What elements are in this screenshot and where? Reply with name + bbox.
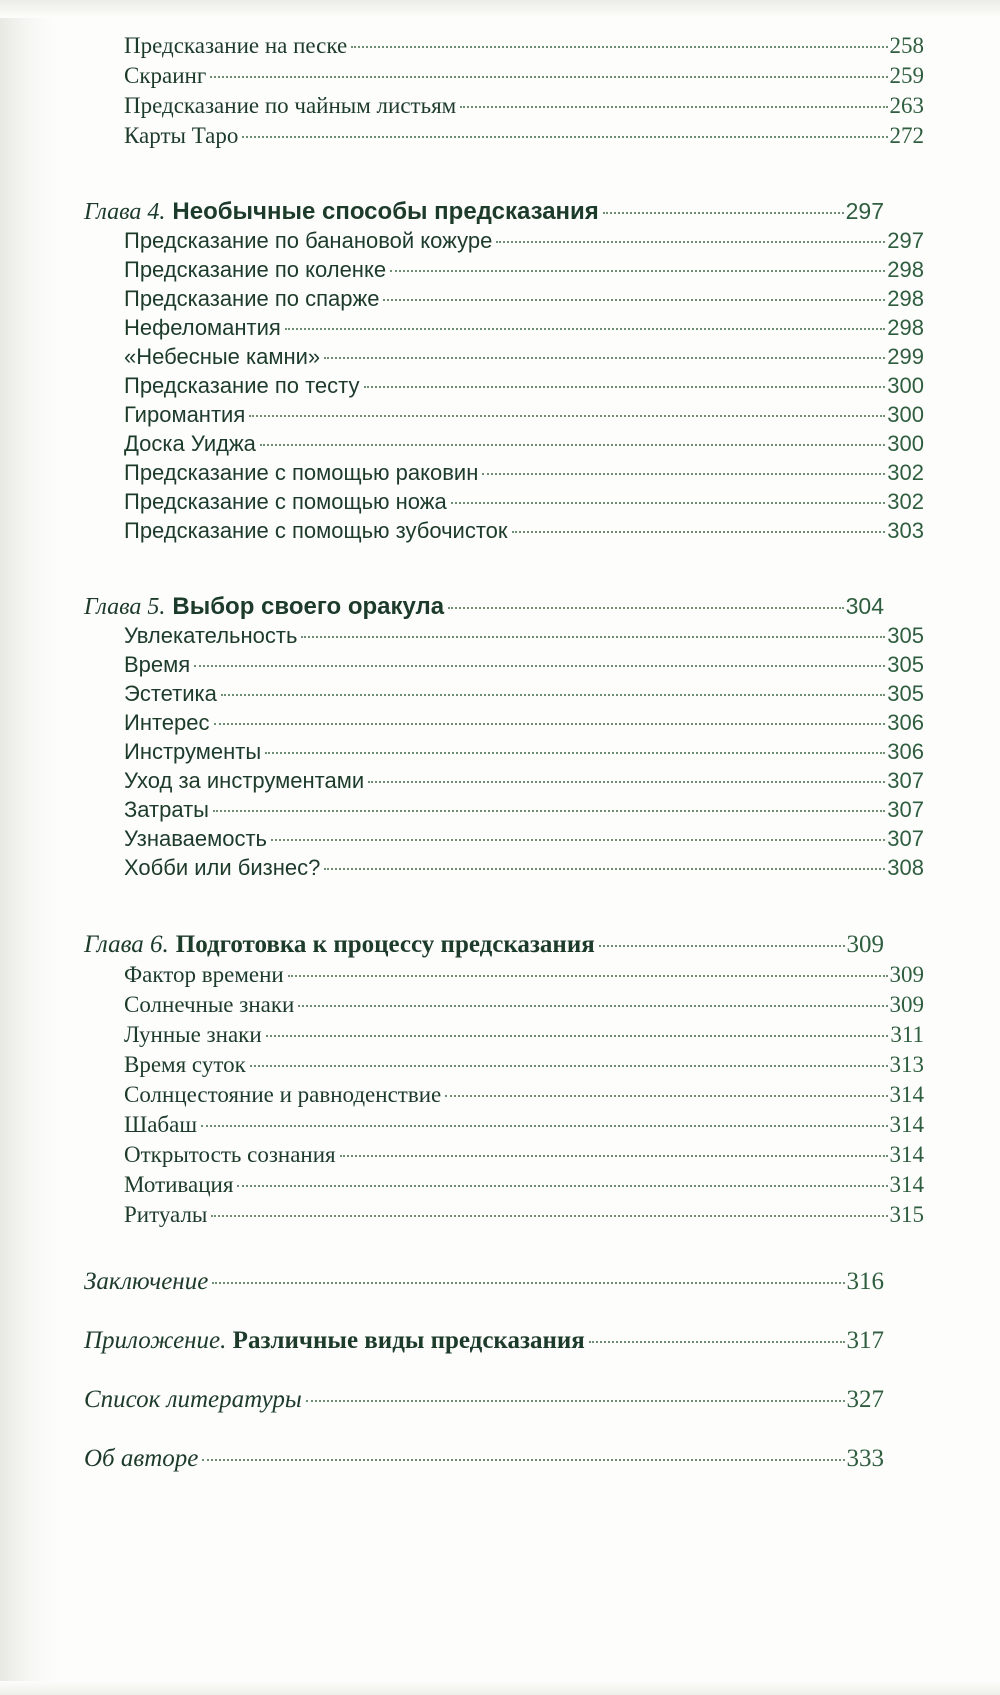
leader-dots [496,241,885,243]
toc-entry-label: Затраты [124,797,209,822]
toc-entry-page: 302 [887,460,924,485]
leader-dots [364,386,886,388]
toc-entry-page: 308 [887,855,924,880]
toc-entry-page: 258 [889,33,924,58]
toc-entry-label: Узнаваемость [124,826,268,851]
toc-entry-label: Инструменты [124,739,262,764]
toc-entry-label: Карты Таро [124,123,239,148]
toc-entry-page: 298 [887,315,924,340]
toc-entry-page: 297 [887,228,924,253]
toc-entry-label: Увлекательность [124,623,298,648]
leader-dots [201,1125,887,1127]
toc-entry-label: Нефеломантия [124,315,281,340]
leader-dots [212,1282,844,1284]
leader-dots [266,1035,889,1037]
toc-backmatter-entry[interactable] [84,1318,884,1361]
page-edge-shadow-bottom [0,1681,1000,1695]
toc-entry-page: 300 [887,431,924,456]
toc-chapter-heading[interactable] [84,926,884,959]
toc-entry[interactable] [84,60,924,90]
toc-entry[interactable] [84,371,924,400]
leader-dots [451,502,886,504]
toc-entry[interactable] [84,313,924,342]
leader-dots [213,810,885,812]
toc-entry[interactable] [84,516,924,545]
toc-backmatter-entry[interactable] [84,1377,884,1420]
chapter-number: Глава 5. [84,594,166,620]
toc-entry-label: Открытость сознания [124,1142,336,1167]
toc-entry[interactable] [84,255,924,284]
toc-entry-page: 314 [889,1142,924,1167]
toc-entry[interactable] [84,1169,924,1199]
leader-dots [250,1065,888,1067]
leader-dots [265,752,885,754]
leader-dots [194,665,885,667]
toc-entry-label: Предсказание на песке [124,33,348,58]
leader-dots [368,781,885,783]
toc-entry-page: 314 [889,1112,924,1137]
toc-entry-page: 307 [887,826,924,851]
toc-entry-page: 300 [887,373,924,398]
toc-entry-label: Время суток [124,1052,246,1077]
backmatter-label: Об авторе [84,1445,199,1472]
leader-dots [324,868,885,870]
leader-dots [482,473,885,475]
toc-entry-label: Шабаш [124,1112,198,1137]
leader-dots [589,1341,845,1343]
toc-entry-page: 315 [889,1202,924,1227]
backmatter-page: 317 [846,1327,884,1354]
backmatter-page: 333 [846,1445,884,1472]
toc-entry[interactable] [84,650,924,679]
leader-dots [214,723,886,725]
leader-dots [298,1005,887,1007]
toc-entry-page: 298 [887,286,924,311]
chapter-page: 304 [845,593,884,619]
toc-entry[interactable] [84,1019,924,1049]
toc-entry-page: 305 [887,652,924,677]
chapter-page: 309 [846,931,884,958]
toc-entry[interactable] [84,795,924,824]
backmatter-label [84,1328,585,1353]
toc-entry-label: Предсказание с помощью ножа [124,489,447,514]
backmatter-page: 316 [846,1268,884,1295]
toc-entry[interactable] [84,766,924,795]
chapter-number: Глава 6. [84,931,169,958]
backmatter-label: Заключение [84,1268,209,1295]
toc-entry-label: Предсказание с помощью зубочисток [124,518,508,543]
leader-dots [445,1095,887,1097]
toc-entry-label: Гиромантия [124,402,246,427]
toc-entry-label: Солнцестояние и равноденствие [124,1082,442,1107]
toc-entry-label: Предсказание по банановой кожуре [124,228,493,253]
toc-entry[interactable] [84,30,924,60]
section-spacer [84,150,884,194]
leader-dots [460,106,887,108]
toc-entry[interactable] [84,400,924,429]
chapter-title: Подготовка к процессу предсказания [175,931,595,958]
toc-entry-label: Предсказание по чайным листьям [124,93,457,118]
toc-entry-page: 306 [887,710,924,735]
toc-entry-page: 272 [889,123,924,148]
toc-entry-label: Предсказание по тесту [124,373,360,398]
toc-entry-label: Лунные знаки [124,1022,262,1047]
toc-entry-label: Фактор времени [124,962,284,987]
leader-dots [324,357,885,359]
toc-entry[interactable] [84,679,924,708]
toc-entry[interactable] [84,1079,924,1109]
backmatter-page: 327 [846,1386,884,1413]
toc-entry-label: «Небесные камни» [124,344,321,369]
toc-entry-page: 305 [887,681,924,706]
chapter-page: 297 [845,198,884,224]
toc-entry-label: Солнечные знаки [124,992,295,1017]
leader-dots [285,328,885,330]
leader-dots [202,1459,844,1461]
page-edge-shadow-left [0,0,56,1695]
leader-dots [351,46,887,48]
toc-entry[interactable] [84,1109,924,1139]
leader-dots [390,270,885,272]
toc-entry-page: 306 [887,739,924,764]
toc-entry-label: Мотивация [124,1172,234,1197]
leader-dots [448,607,843,609]
leader-dots [383,299,885,301]
backmatter-label-bold: Различные виды предсказания [232,1327,585,1354]
leader-dots [211,1215,887,1217]
toc-entry-label: Интерес [124,710,210,735]
toc-entry-page: 259 [889,63,924,88]
toc-entry-label: Время [124,652,191,677]
toc-entry-label: Предсказание с помощью раковин [124,460,479,485]
toc-entry-page: 314 [889,1082,924,1107]
toc-entry-page: 305 [887,623,924,648]
toc-entry[interactable] [84,487,924,516]
row-spacer [84,1420,884,1436]
leader-dots [271,839,885,841]
toc-entry-label: Хобби или бизнес? [124,855,321,880]
leader-dots [221,694,885,696]
leader-dots [512,531,886,533]
toc-entry-page: 300 [887,402,924,427]
toc-entry[interactable] [84,989,924,1019]
toc-entry[interactable] [84,708,924,737]
toc-entry[interactable] [84,824,924,853]
toc-entry[interactable] [84,226,924,255]
toc-entry-page: 309 [889,992,924,1017]
toc-entry[interactable] [84,737,924,766]
toc-entry-page: 309 [889,962,924,987]
toc-entry[interactable] [84,120,924,150]
leader-dots [599,945,845,947]
row-spacer [84,1302,884,1318]
toc-entry[interactable] [84,342,924,371]
toc-chapter-5 [84,589,924,882]
toc-entry-page: 307 [887,797,924,822]
toc-entry-label: Предсказание по коленке [124,257,387,282]
leader-dots [237,1185,887,1187]
toc-entry[interactable] [84,429,924,458]
toc-chapter-heading[interactable] [84,194,884,226]
leader-dots [260,444,885,446]
toc-back-matter [84,1259,884,1479]
toc-entry-page: 314 [889,1172,924,1197]
toc-entry[interactable] [84,1199,924,1229]
toc-entry-page: 263 [889,93,924,118]
leader-dots [249,415,885,417]
chapter-title: Выбор своего оракула [172,593,445,620]
toc-entry[interactable] [84,621,924,650]
page-edge-shadow-top [0,0,1000,18]
leader-dots [340,1155,888,1157]
leader-dots [242,136,887,138]
section-spacer [84,545,884,589]
leader-dots [288,975,888,977]
toc-entry-page: 302 [887,489,924,514]
toc-entry-page: 313 [889,1052,924,1077]
section-spacer [84,882,884,926]
backmatter-label: Список литературы [84,1386,302,1413]
toc-entry-label: Ритуалы [124,1202,208,1227]
toc-entry-page: 299 [887,344,924,369]
toc-entry-page: 311 [890,1022,924,1047]
section-spacer [84,1229,884,1259]
chapter-title: Необычные способы предсказания [172,198,599,225]
chapter-number: Глава 4. [84,199,166,225]
row-spacer [84,1361,884,1377]
leader-dots [210,76,887,78]
toc-entry-page: 307 [887,768,924,793]
toc-entry-label: Доска Уиджа [124,431,256,456]
toc-entry[interactable] [84,1049,924,1079]
toc-entry[interactable] [84,90,924,120]
toc-entry-label: Эстетика [124,681,217,706]
toc-entry[interactable] [84,458,924,487]
leader-dots [306,1400,845,1402]
toc-chapter-heading[interactable] [84,589,884,621]
backmatter-label-italic: Приложение. [84,1327,227,1354]
toc-chapter-4 [84,194,924,545]
table-of-contents [84,30,924,1479]
toc-entry[interactable] [84,284,924,313]
toc-entry-page: 303 [887,518,924,543]
toc-backmatter-entry[interactable] [84,1259,884,1302]
toc-entry-page: 298 [887,257,924,282]
toc-entry-label: Скраинг [124,63,207,88]
toc-entry-label: Уход за инструментами [124,768,365,793]
toc-entry-label: Предсказание по спарже [124,286,380,311]
leader-dots [603,212,844,214]
leader-dots [301,636,885,638]
toc-backmatter-entry[interactable] [84,1436,884,1479]
toc-entry[interactable] [84,1139,924,1169]
toc-group-continued [84,30,924,150]
toc-entry[interactable] [84,959,924,989]
toc-entry[interactable] [84,853,924,882]
toc-chapter-6 [84,926,924,1229]
